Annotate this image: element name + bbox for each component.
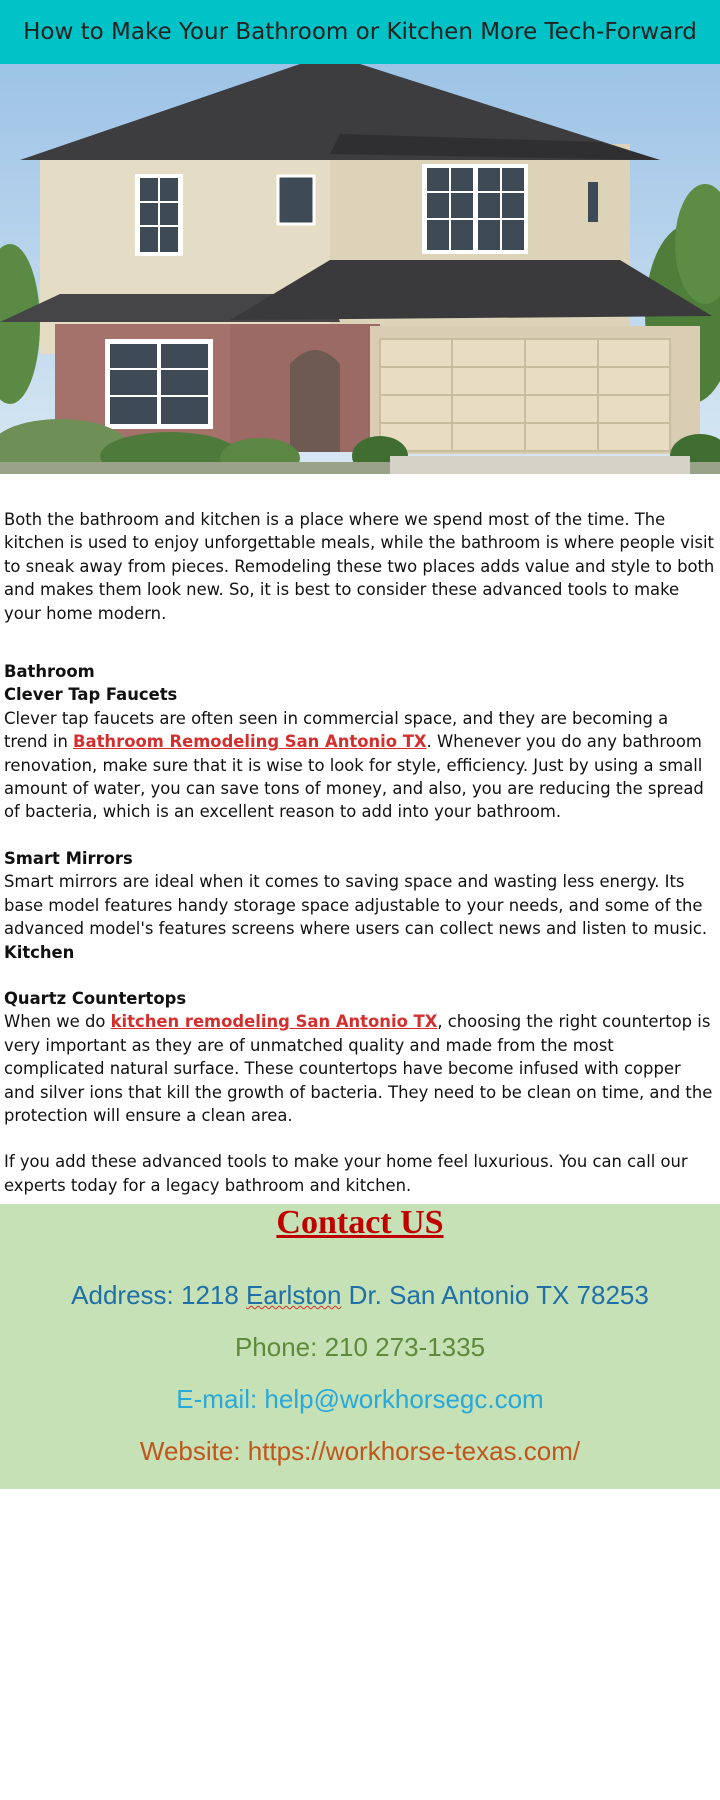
intro-paragraph: Both the bathroom and kitchen is a place where we spend most of the time. The kitchen is used to enjoy unforgettable meals, while the bathroom is where people visit to sneak away from pieces. Remodeling these two places adds value and style to both and makes them look new. So, it is best to consider these advanced tools to make your home modern. xyxy=(4,510,715,623)
address-prefix: Address: 1218 xyxy=(71,1280,247,1310)
closing-paragraph: If you add these advanced tools to make your home feel luxurious. You can call our experts today for a legacy bathroom and kitchen. xyxy=(4,1152,688,1195)
quartz-text-2: , choosing the right countertop is very important as they are of unmatched quality and made from the most complicated natural surface. These countertops have become infused with copper and silver ions that kill the growth of bacteria. They need to be clean on time, and the protection will ensure a clean area. xyxy=(4,1012,713,1125)
smart-mirrors-heading: Smart Mirrors xyxy=(4,848,133,868)
kitchen-remodeling-link[interactable]: kitchen remodeling San Antonio TX xyxy=(110,1012,438,1032)
title-bar xyxy=(0,0,720,64)
kitchen-heading: Kitchen xyxy=(4,942,75,962)
bathroom-heading: Bathroom xyxy=(4,662,95,682)
bathroom-remodeling-link[interactable]: Bathroom Remodeling San Antonio TX xyxy=(73,732,427,752)
contact-address xyxy=(0,1280,720,1311)
contact-phone: Phone: 210 273-1335 xyxy=(234,1332,486,1362)
page-title: How to Make Your Bathroom or Kitchen More Tech-Forward xyxy=(23,19,697,45)
tap-faucets-paragraph xyxy=(4,707,716,824)
tap-faucets-heading: Clever Tap Faucets xyxy=(4,685,178,705)
address-suffix: Dr. San Antonio TX 78253 xyxy=(341,1280,649,1310)
contact-title: Contact US xyxy=(276,1204,444,1241)
contact-banner xyxy=(0,1204,720,1489)
tap-text-1: Clever tap faucets are often seen in commercial space, and they are becoming a trend in xyxy=(4,708,669,752)
contact-email: E-mail: help@workhorsegc.com xyxy=(176,1384,544,1414)
tap-text-2: . Whenever you do any bathroom renovation, make sure that it is wise to look for style, efficiency. Just by using a small amount of water, you can save tons of money, and also, you are reducing the spread of bacteria, which is an excellent reason to add into your bathroom. xyxy=(4,732,704,822)
quartz-heading: Quartz Countertops xyxy=(4,988,187,1008)
quartz-text-1: When we do xyxy=(4,1012,111,1032)
contact-website: Website: https://workhorse-texas.com/ xyxy=(139,1436,581,1466)
article-body xyxy=(4,508,716,1197)
house-illustration xyxy=(0,64,720,474)
address-street: Earlston xyxy=(246,1280,342,1310)
hero-image xyxy=(0,64,720,474)
smart-mirrors-paragraph: Smart mirrors are ideal when it comes to saving space and wasting less energy. Its base model features handy storage space adjustable to your needs, and some of the advanced model's features screens where users can collect news and listen to music. xyxy=(4,872,708,939)
quartz-paragraph xyxy=(4,1010,716,1127)
